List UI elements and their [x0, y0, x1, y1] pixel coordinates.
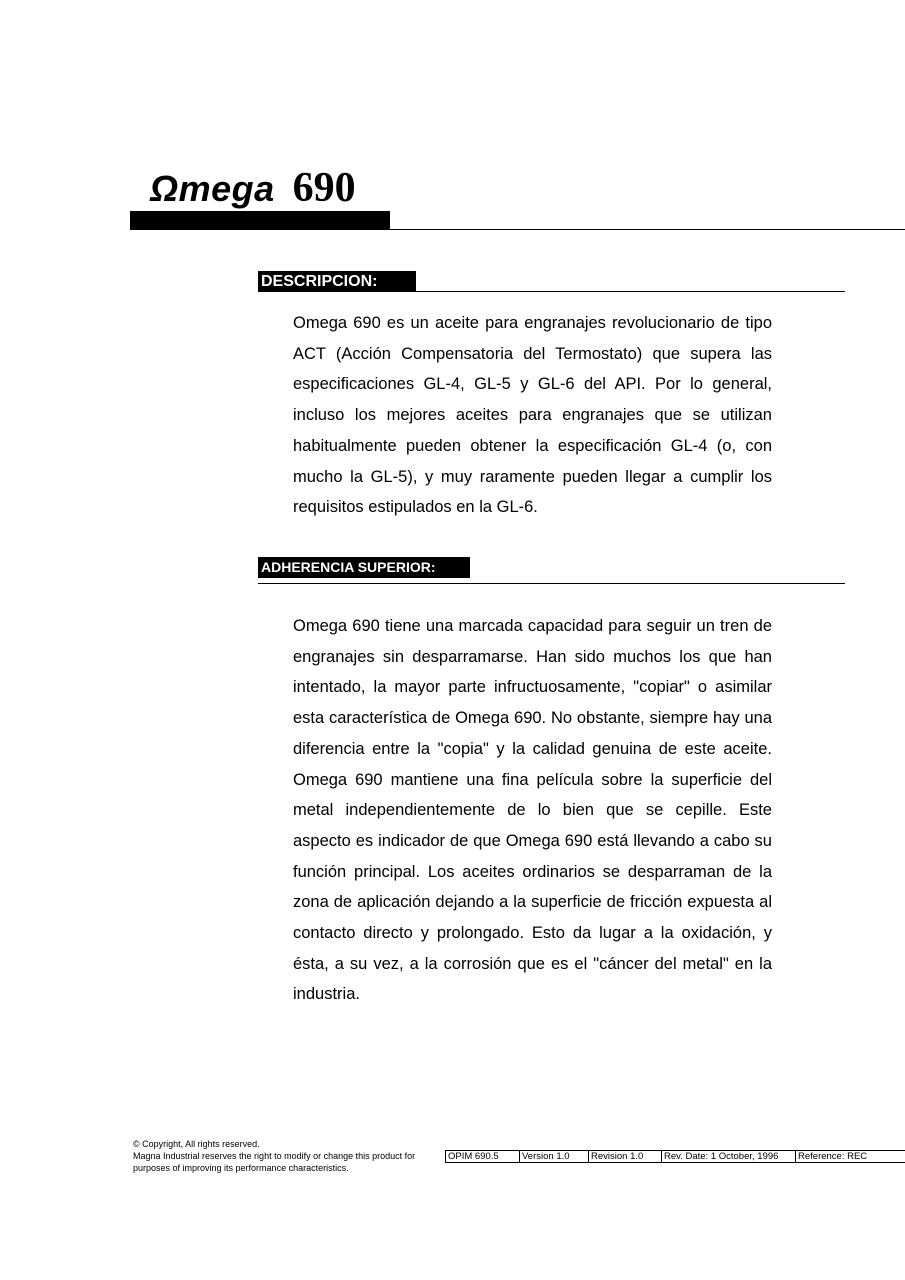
rights-notice: Magna Industrial reserves the right to modify or change this product for purposes of improving its performance characteristics. [133, 1151, 416, 1173]
doc-code-cell: OPIM 690.5 [445, 1151, 519, 1162]
title-rule [130, 229, 905, 230]
revision-cell: Revision 1.0 [588, 1151, 661, 1162]
version-cell: Version 1.0 [519, 1151, 588, 1162]
section-rule [258, 291, 845, 292]
document-info-table [445, 1150, 905, 1163]
document-title [150, 164, 356, 212]
section-body-descripcion: Omega 690 es un aceite para engranajes revolucionario de tipo ACT (Acción Compensatoria del Termostato) que supera las especificaciones GL-4, GL-5 y GL-6 del API. Por lo general, incluso los mejores aceites para engranajes que se utilizan habitualmente pueden obtener la especificación GL-4 (o, con mucho la GL-5), y muy raramente pueden llegar a cumplir los requisitos estipulados en la GL-6. [293, 314, 772, 517]
section-rule [258, 583, 845, 584]
section-heading-descripcion: DESCRIPCION: [258, 271, 418, 292]
section-heading-adherencia: ADHERENCIA SUPERIOR: [258, 557, 472, 578]
footer-notice-block [133, 1138, 423, 1174]
rev-date-cell: Rev. Date: 1 October, 1996 [661, 1151, 795, 1162]
title-number: 690 [292, 165, 356, 211]
copyright-text: © Copyright, All rights reserved. [133, 1139, 260, 1149]
title-brand: Ωmega [150, 168, 275, 209]
section-body-adherencia: Omega 690 tiene una marcada capacidad para seguir un tren de engranajes sin desparramarse. Han sido muchos los que han intentado, la mayor parte infructuosamente, "copiar" o asimilar esta característica de Omega 690. No obstante, siempre hay una diferencia entre la "copia" y la calidad genuina de este aceite. Omega 690 mantiene una fina película sobre la superficie del metal independientemente de lo bien que se cepille. Este aspecto es indicador de que Omega 690 está llevando a cabo su función principal. Los aceites ordinarios se desparraman de la zona de aplicación dejando a la superficie de fricción expuesta al contacto directo y prolongado. Esto da lugar a la oxidación, y ésta, a su vez, a la corrosión que es el "cáncer del metal" en la industria. [293, 617, 772, 1004]
title-underline-bar [130, 211, 390, 229]
reference-cell: Reference: REC [795, 1151, 905, 1162]
